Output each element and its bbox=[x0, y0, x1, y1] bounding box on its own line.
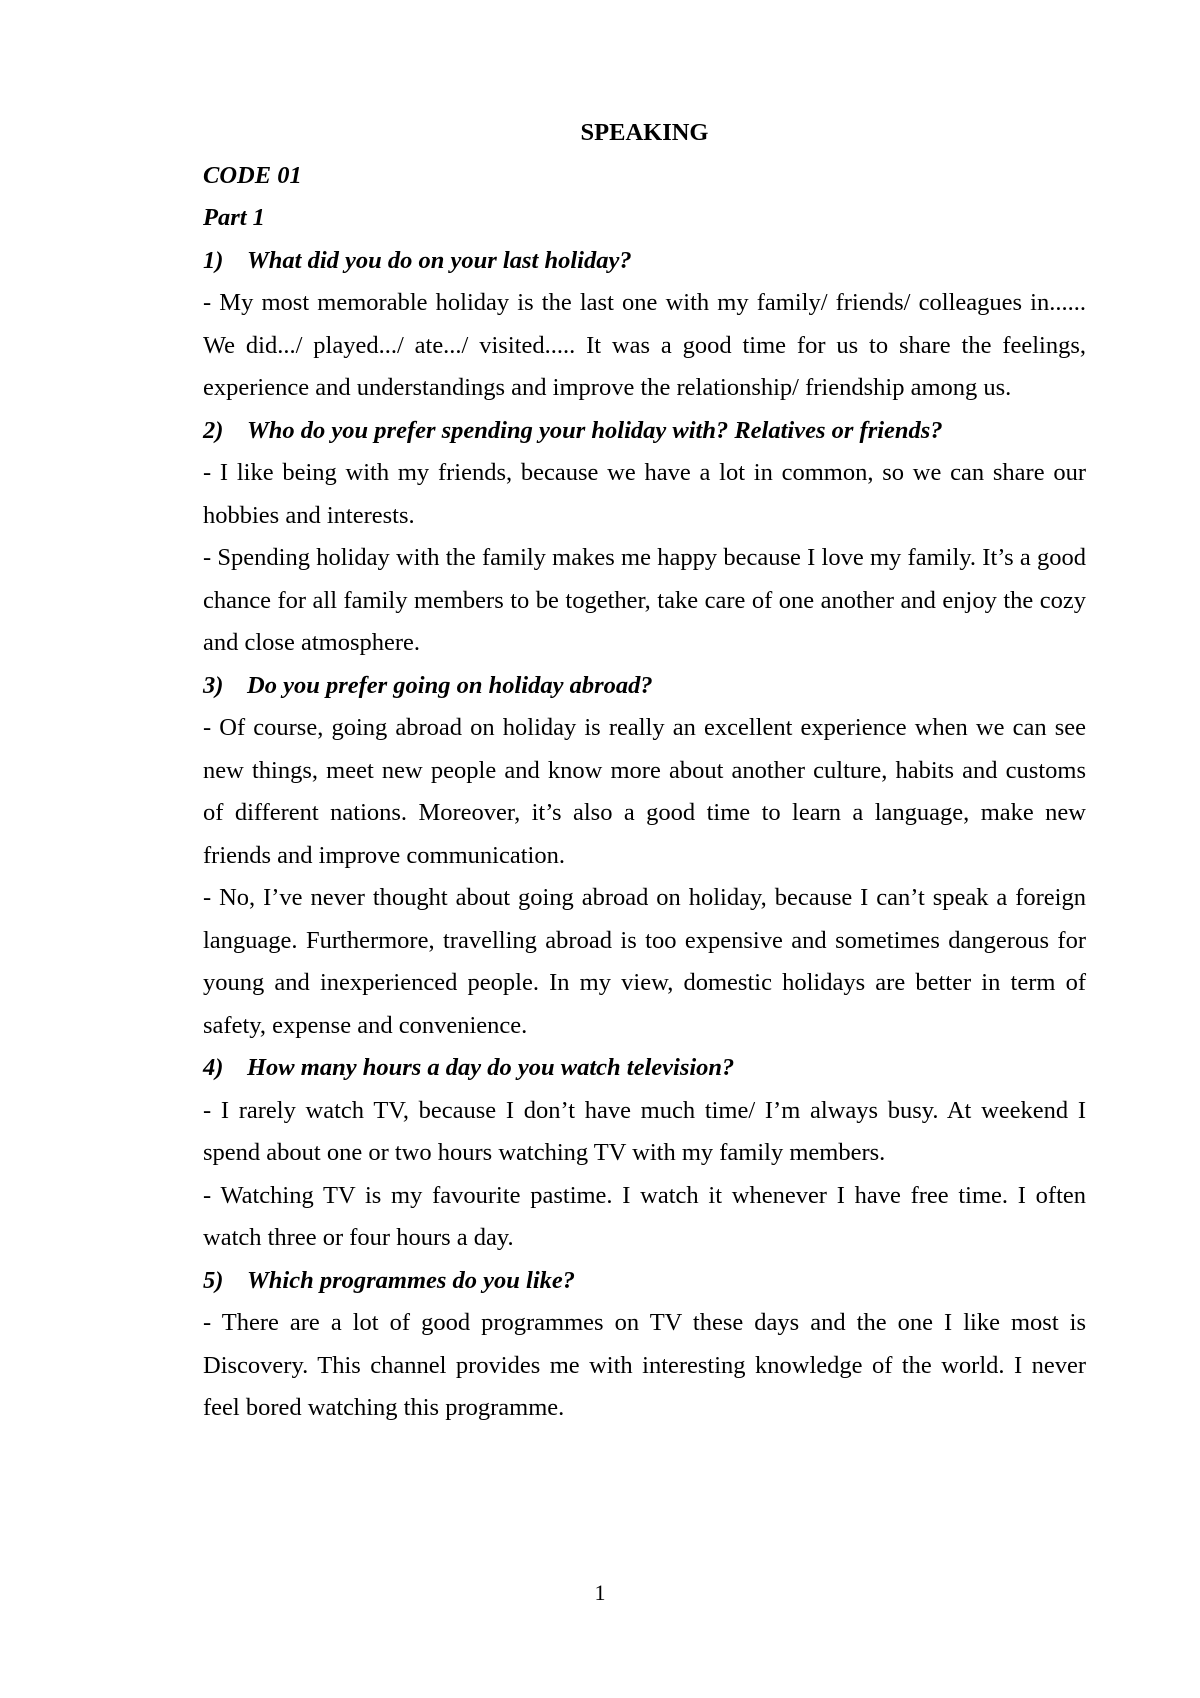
answer-1-1: - My most memorable holiday is the last one with my family/ friends/ colleagues in...... We did.../ played.../ ate.../ visited..... It was a good time for us to share the feelings, experience and understandings and improve the relationship/ friendship among us. bbox=[203, 289, 1086, 401]
question-1 bbox=[203, 240, 1086, 283]
question-2 bbox=[203, 410, 1086, 453]
question-5 bbox=[203, 1260, 1086, 1303]
question-text: Do you prefer going on holiday abroad? bbox=[247, 671, 653, 699]
answer-4-2: - Watching TV is my favourite pastime. I watch it whenever I have free time. I often watch three or four hours a day. bbox=[203, 1181, 1086, 1251]
answer-5-1: - There are a lot of good programmes on TV these days and the one I like most is Discovery. This channel provides me with interesting knowledge of the world. I never feel bored watching this programme. bbox=[203, 1309, 1086, 1421]
answer-4-1: - I rarely watch TV, because I don’t have much time/ I’m always busy. At weekend I spend about one or two hours watching TV with my family members. bbox=[203, 1096, 1086, 1166]
answer-3-2: - No, I’ve never thought about going abroad on holiday, because I can’t speak a foreign language. Furthermore, travelling abroad is too expensive and sometimes dangerous for young and inexperienced people. In my view, domestic holidays are better in term of safety, expense and convenience. bbox=[203, 884, 1086, 1039]
question-text: Who do you prefer spending your holiday with? Relatives or friends? bbox=[247, 416, 943, 444]
question-number: 1) bbox=[203, 246, 224, 274]
part-heading: Part 1 bbox=[203, 204, 265, 231]
question-number: 5) bbox=[203, 1266, 224, 1294]
question-3 bbox=[203, 665, 1086, 708]
code-heading: CODE 01 bbox=[203, 161, 302, 189]
question-text: How many hours a day do you watch television? bbox=[247, 1054, 735, 1081]
document-title: SPEAKING bbox=[580, 119, 709, 146]
question-number: 3) bbox=[203, 671, 224, 699]
question-number: 4) bbox=[203, 1054, 224, 1081]
page-number: 1 bbox=[594, 1580, 606, 1605]
answer-2-2: - Spending holiday with the family makes me happy because I love my family. It’s a good chance for all family members to be together, take care of one another and enjoy the cozy and close atmosphere. bbox=[203, 544, 1086, 656]
document-content bbox=[203, 112, 1086, 1430]
question-text: What did you do on your last holiday? bbox=[247, 246, 632, 274]
question-4 bbox=[203, 1047, 1086, 1090]
question-number: 2) bbox=[203, 416, 224, 444]
question-text: Which programmes do you like? bbox=[247, 1266, 576, 1294]
answer-3-1: - Of course, going abroad on holiday is really an excellent experience when we can see new things, meet new people and know more about another culture, habits and customs of different nations. Moreover, it’s also a good time to learn a language, make new friends and improve communication. bbox=[203, 714, 1086, 869]
answer-2-1: - I like being with my friends, because we have a lot in common, so we can share our hobbies and interests. bbox=[203, 459, 1086, 529]
